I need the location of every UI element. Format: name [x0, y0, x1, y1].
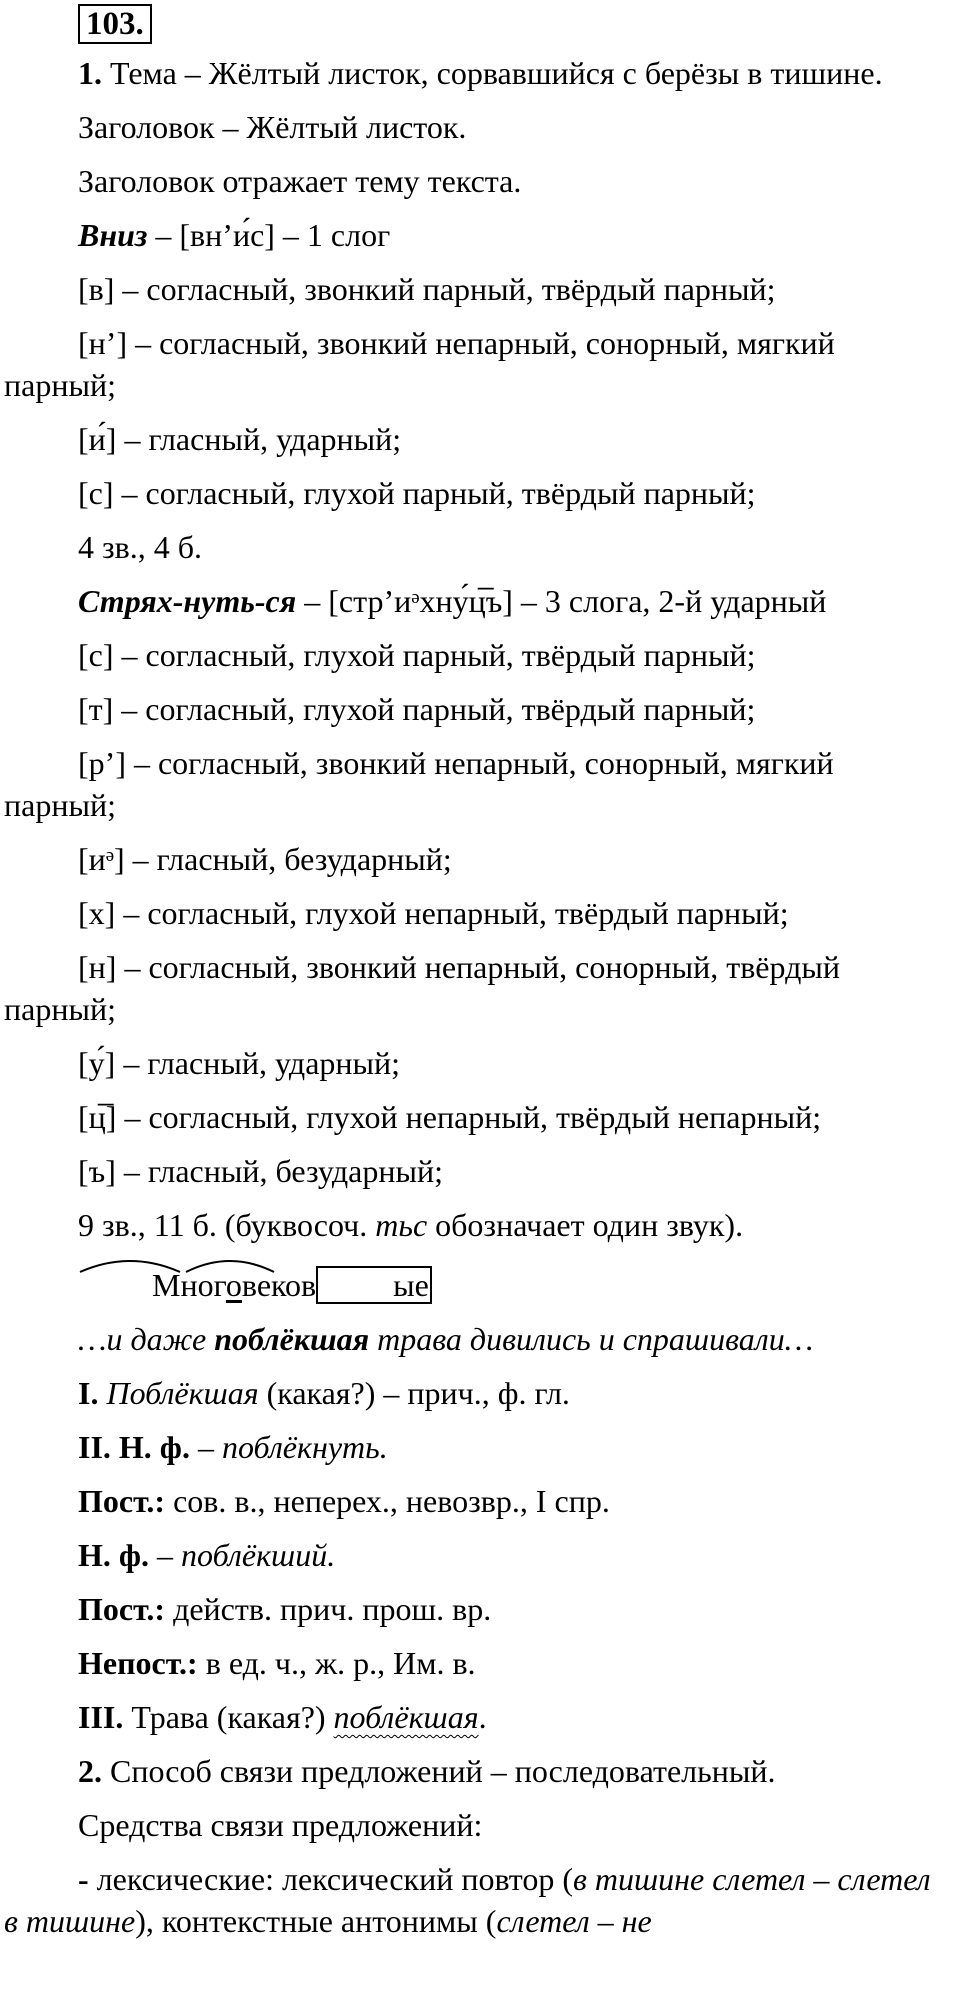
text: трава дивились и спрашивали…	[369, 1321, 814, 1357]
paragraph-connection	[4, 1750, 948, 1804]
text: Непост.:	[78, 1645, 198, 1681]
text: сов. в., неперех., невозвр., I спр.	[165, 1483, 610, 1519]
paragraph-title-note: Заголовок отражает тему текста.	[78, 163, 522, 199]
text: лексические: лексический повтор (	[88, 1861, 573, 1897]
text: Трава (какая?)	[123, 1699, 334, 1735]
sound-line: [с] – согласный, глухой парный, твёрдый парный;	[78, 637, 756, 673]
sound-line: [иᵊ] – гласный, безударный;	[78, 841, 452, 877]
text: тьс	[375, 1207, 428, 1243]
sound-line: [н] – согласный, звонкий непарный, сонорный, твёрдый парный;	[4, 949, 840, 1027]
text: -	[78, 1861, 89, 1897]
sound-line: [с] – согласный, глухой парный, твёрдый парный;	[78, 475, 756, 511]
text: поблёкшая	[333, 1699, 479, 1735]
parse-line	[4, 1480, 948, 1534]
text: Пост.:	[78, 1591, 166, 1627]
text: (какая?) – прич., ф. гл.	[258, 1375, 570, 1411]
analyzed-word: Вниз	[78, 217, 148, 253]
answer-text	[4, 52, 948, 1954]
text: 9 зв., 11 б. (буквосоч.	[78, 1207, 376, 1243]
morpheme-analysis	[4, 1258, 948, 1318]
text: ц̅	[88, 1099, 106, 1135]
quote	[4, 1318, 948, 1372]
parse-line	[4, 1642, 948, 1696]
item-number: 2.	[78, 1753, 102, 1789]
root-arcs-icon	[78, 1254, 308, 1274]
exercise-number: 103.	[78, 4, 152, 44]
text: ] – согласный, глухой непарный, твёрдый непарный;	[105, 1099, 822, 1135]
sound-line: [в] – согласный, звонкий парный, твёрдый парный;	[78, 271, 776, 307]
text: III.	[78, 1699, 124, 1735]
sound-line: [у́] – гласный, ударный;	[78, 1045, 401, 1081]
text: Поблёкшая	[98, 1375, 259, 1411]
morpheme-word	[78, 1264, 432, 1306]
text: Тема – Жёлтый листок, сорвавшийся с берёзы в тишине.	[102, 55, 883, 91]
transcription-ts: ц̅	[468, 583, 486, 619]
analyzed-word: Стрях-нуть-ся	[78, 583, 297, 619]
sound-line: [т] – согласный, глухой парный, твёрдый парный;	[78, 691, 756, 727]
item-number: 1.	[78, 55, 102, 91]
parse-line	[4, 1534, 948, 1588]
word-analysis-header	[4, 214, 948, 268]
text: Способ связи предложений – последовательный.	[102, 1753, 776, 1789]
text: – поблёкнуть.	[189, 1429, 388, 1465]
sound-line: [и́] – гласный, ударный;	[78, 421, 402, 457]
text: I.	[78, 1375, 99, 1411]
sound-count: 4 зв., 4 б.	[78, 529, 203, 565]
paragraph-topic	[4, 52, 948, 106]
text: – поблёкший.	[149, 1537, 336, 1573]
text: II. Н. ф.	[78, 1429, 190, 1465]
root: веков	[241, 1267, 317, 1303]
root: Мног	[152, 1267, 226, 1303]
sound-line: [н’] – согласный, звонкий непарный, сонорный, мягкий парный;	[4, 325, 835, 403]
text: …и даже	[78, 1321, 215, 1357]
text: поблёкшая	[214, 1321, 370, 1357]
text: [	[78, 1099, 89, 1135]
text: обозначает один звук).	[427, 1207, 744, 1243]
text: действ. прич. прош. вр.	[165, 1591, 492, 1627]
sound-count	[4, 1204, 948, 1258]
parse-line	[4, 1426, 948, 1480]
sound-line: [р’] – согласный, звонкий непарный, сонорный, мягкий парный;	[4, 745, 834, 823]
parse-line	[4, 1696, 948, 1750]
connecting-vowel: о	[225, 1267, 242, 1303]
text: в тишине слетел – слетел в тишине	[4, 1861, 931, 1939]
text: Пост.:	[78, 1483, 166, 1519]
paragraph-lexical	[4, 1858, 948, 1954]
transcription: – [вн’и́с] – 1 слог	[147, 217, 391, 253]
text: ), контекстные антонимы (	[135, 1903, 497, 1939]
text: в ед. ч., ж. р., Им. в.	[197, 1645, 476, 1681]
sound-line	[4, 1096, 948, 1150]
sound-line: [х] – согласный, глухой непарный, твёрдый парный;	[78, 895, 789, 931]
transcription: – [стр’иᵊхну́	[296, 583, 469, 619]
parse-line	[4, 1588, 948, 1642]
text: Н. ф.	[78, 1537, 150, 1573]
paragraph-title: Заголовок – Жёлтый листок.	[78, 109, 467, 145]
paragraph-means: Средства связи предложений:	[78, 1807, 483, 1843]
word-analysis-header	[4, 580, 948, 634]
transcription: ъ] – 3 слога, 2-й ударный	[485, 583, 827, 619]
sound-line: [ъ] – гласный, безударный;	[78, 1153, 444, 1189]
text: .	[478, 1699, 487, 1735]
ending: ые	[316, 1266, 432, 1304]
text: слетел – не	[496, 1903, 652, 1939]
parse-line	[4, 1372, 948, 1426]
